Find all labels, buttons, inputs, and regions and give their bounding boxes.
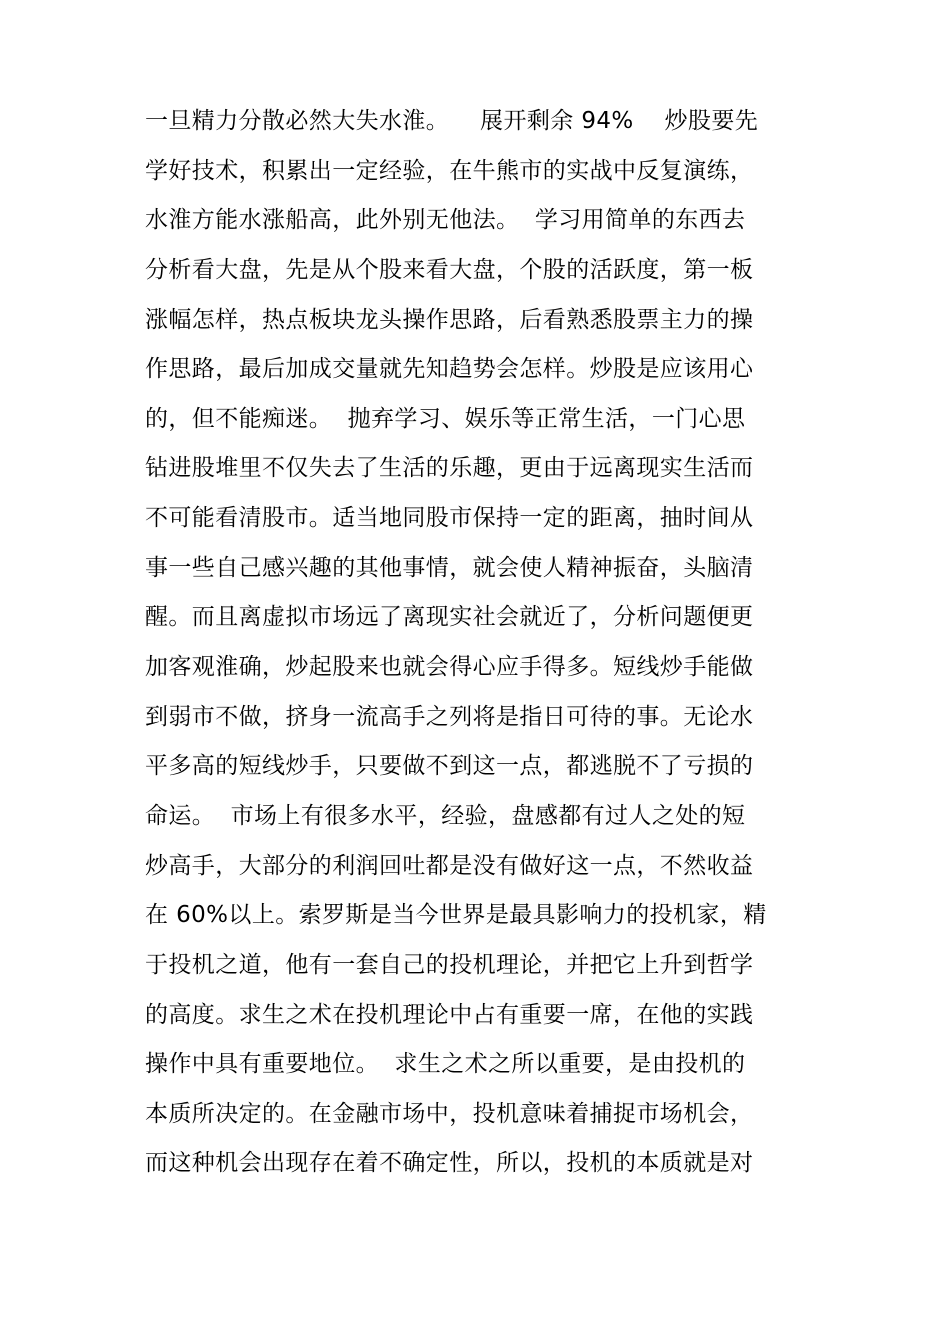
text-line: 于投机之道，他有一套自己的投机理论，并把它上升到哲学	[145, 951, 754, 978]
text-line: 钻进股堆里不仅失去了生活的乐趣，更由于远离现实生活而	[145, 455, 754, 482]
text-line: 操作中具有重要地位。 求生之术之所以重要，是由投机的	[145, 1051, 746, 1078]
text-line: 学好技术，积累出一定经验，在牛熊市的实战中反复演练，	[145, 157, 754, 184]
text-line: 到弱市不做，挤身一流高手之列将是指日可待的事。无论水	[145, 703, 754, 730]
text-line: 平多高的短线炒手，只要做不到这一点，都逃脱不了亏损的	[145, 753, 754, 780]
text-line: 分析看大盘，先是从个股来看大盘，个股的活跃度，第一板	[145, 256, 754, 283]
text-line: 的，但不能痴迷。 抛弃学习、娱乐等正常生活，一门心思	[145, 405, 746, 432]
text-line: 事一些自己感兴趣的其他事情，就会使人精神振奋，头脑清	[145, 554, 754, 581]
text-line: 加客观淮确，炒起股来也就会得心应手得多。短线炒手能做	[145, 654, 754, 681]
text-line: 命运。 市场上有很多水平，经验，盘感都有过人之处的短	[145, 802, 746, 829]
text-line: 而这种机会出现存在着不确定性，所以，投机的本质就是对	[145, 1150, 754, 1177]
text-line: 在 60%以上。索罗斯是当今世界是最具影响力的投机家，精	[145, 902, 767, 929]
text-line: 炒高手，大部分的利润回吐都是没有做好这一点，不然收益	[145, 852, 754, 879]
text-line: 涨幅怎样，热点板块龙头操作思路，后看熟悉股票主力的操	[145, 306, 754, 333]
body-text	[145, 97, 825, 1189]
text-line: 不可能看清股市。适当地同股市保持一定的距离，抽时间从	[145, 505, 754, 532]
text-line: 水淮方能水涨船高，此外别无他法。 学习用简单的东西去	[145, 207, 746, 234]
text-line: 醒。而且离虚拟市场远了离现实社会就近了，分析问题便更	[145, 604, 754, 631]
text-line: 的高度。求生之术在投机理论中占有重要一席，在他的实践	[145, 1001, 754, 1028]
text-line: 一旦精力分散必然大失水淮。 展开剩余 94% 炒股要先	[145, 108, 759, 134]
text-line: 作思路，最后加成交量就先知趋势会怎样。炒股是应该用心	[145, 356, 754, 383]
text-line: 本质所决定的。在金融市场中，投机意味着捕捉市场机会，	[145, 1100, 754, 1127]
